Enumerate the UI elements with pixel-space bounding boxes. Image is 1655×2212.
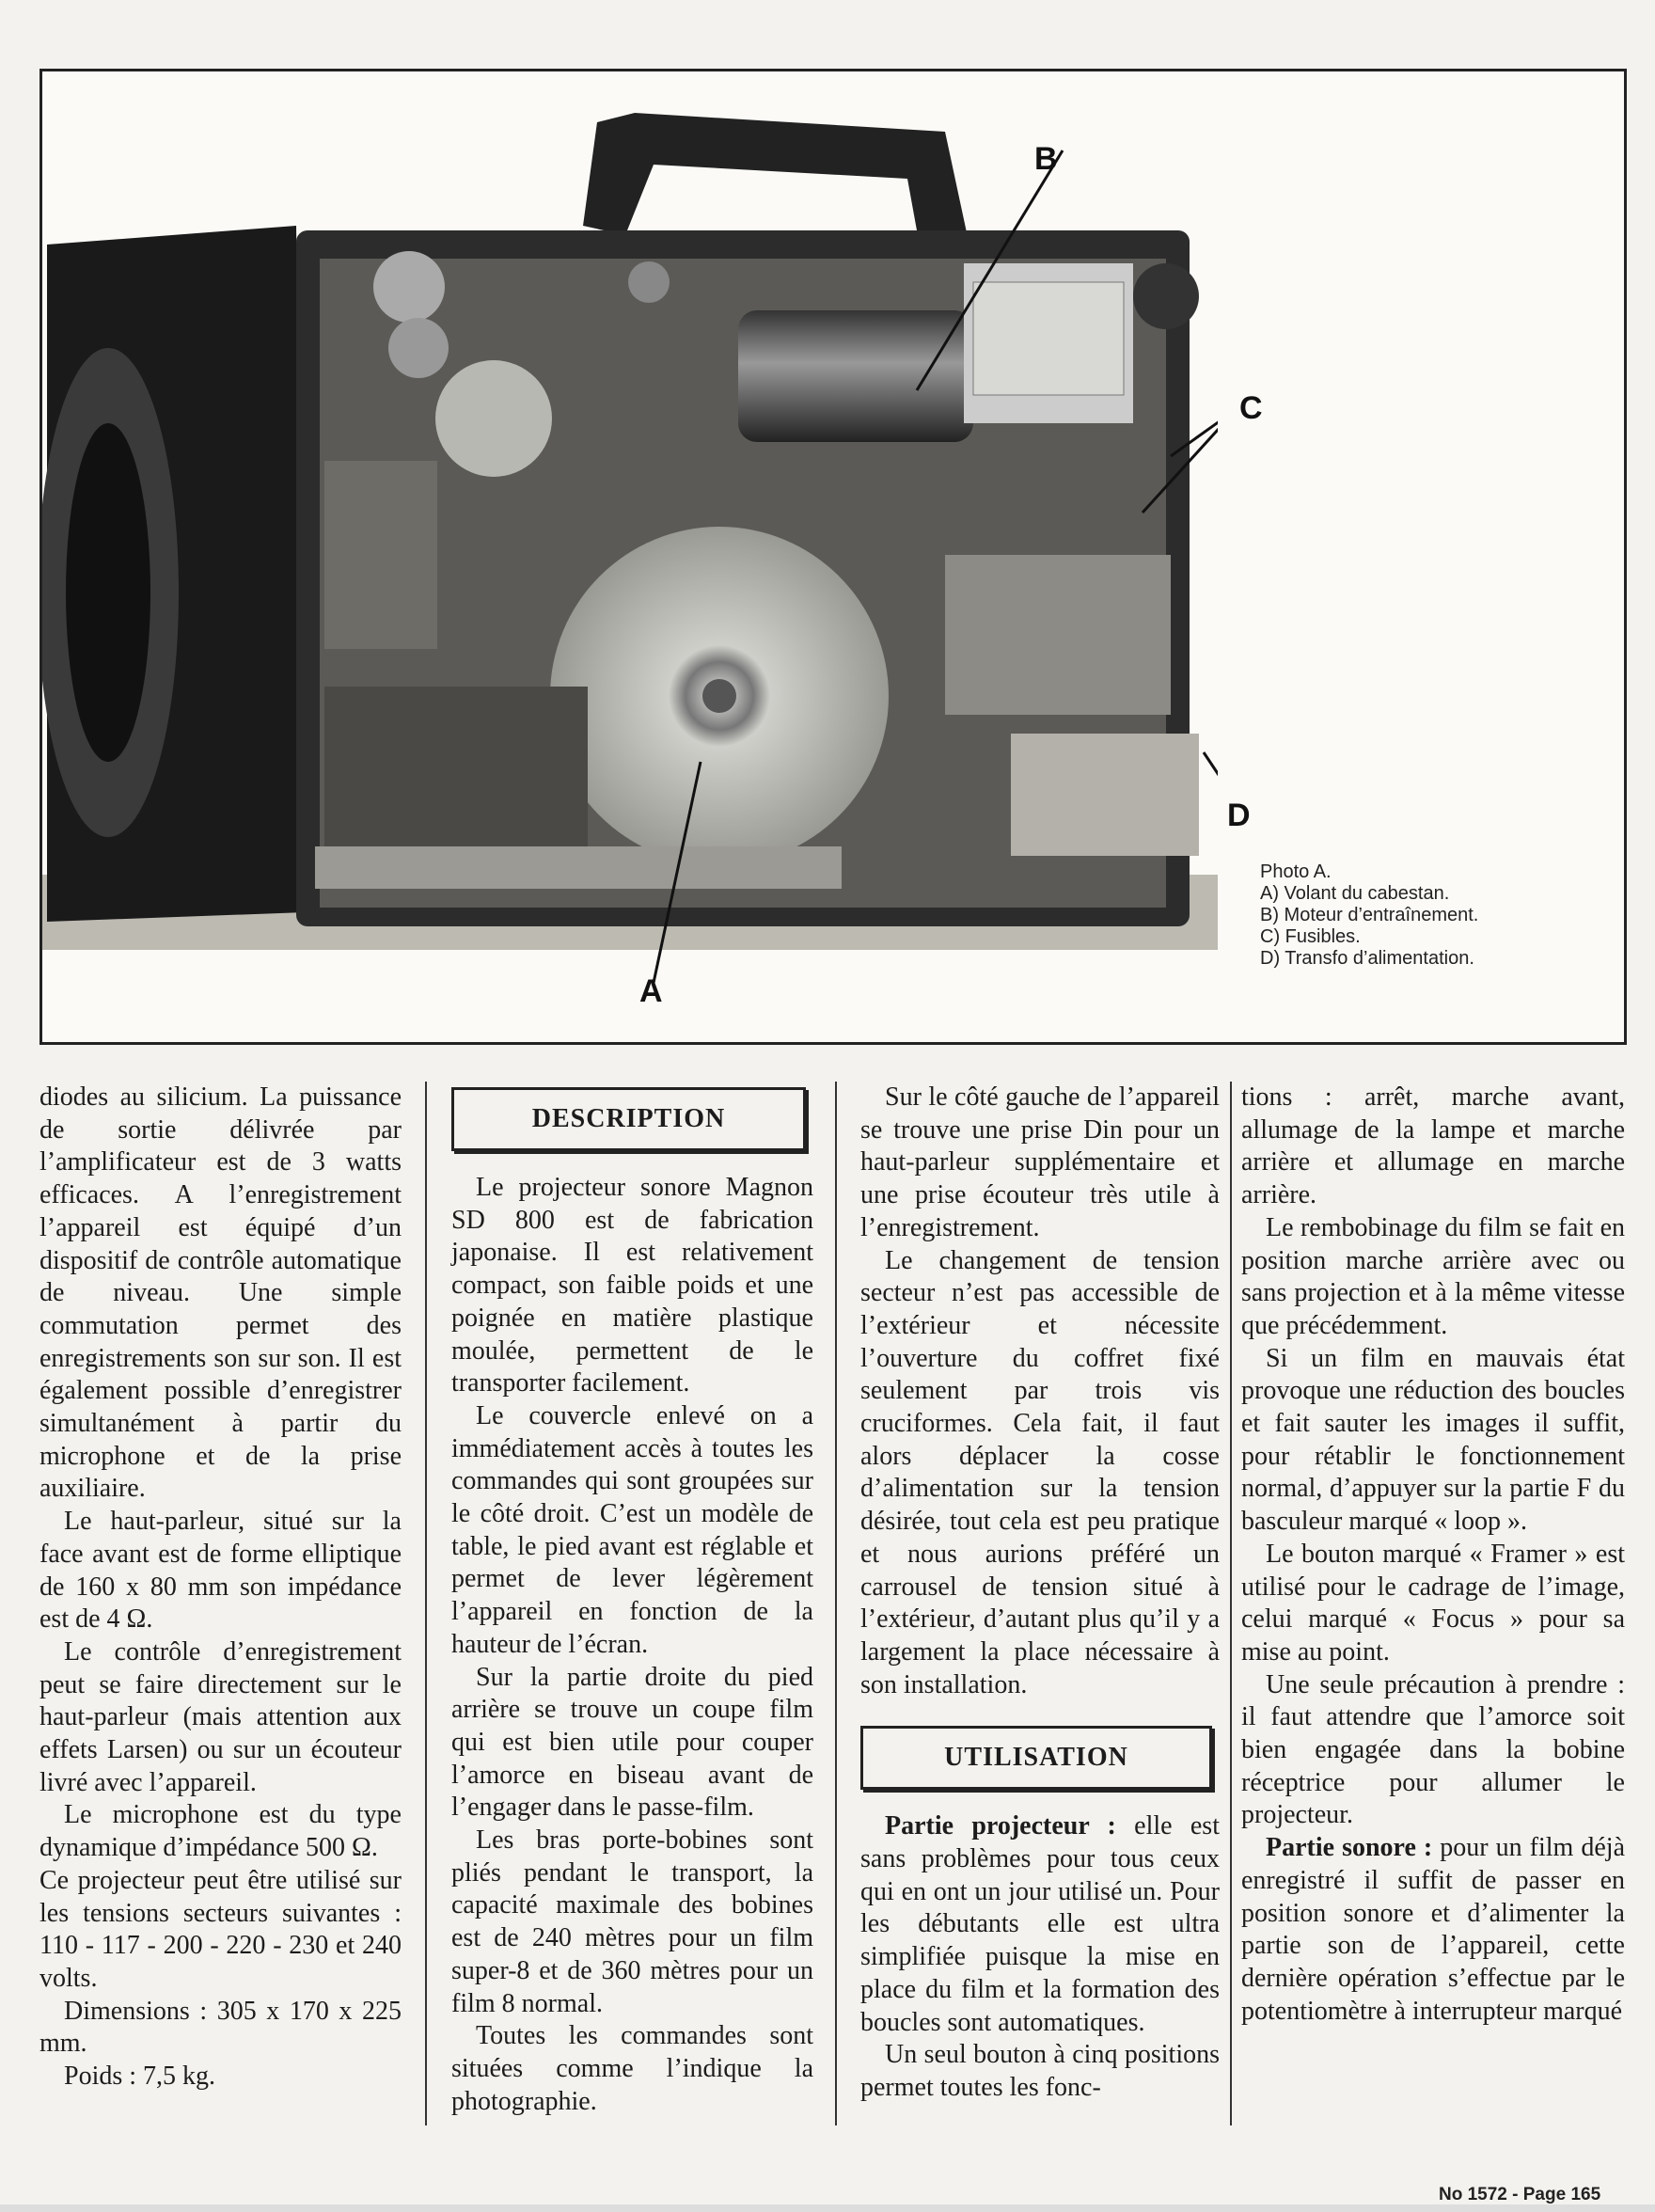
label-b: B — [1034, 141, 1058, 177]
caption-title: Photo A. — [1260, 861, 1332, 882]
paragraph — [860, 1810, 1220, 2039]
paragraph: Une seule précaution à prendre : il faut attendre que l’amorce soit bien engagée dans la bobine réceptrice pour allumer le projecteur. — [1241, 1669, 1625, 1830]
paragraph: Un seul bouton à cinq positions permet toutes les fonc- — [860, 2040, 1220, 2102]
section-heading-utilisation: UTILISATION — [860, 1726, 1212, 1790]
lead-text: elle est sans problèmes pour tous ceux qui en ont un jour utilisé un. Pour les débutants elle est ultra simplifiée puisque la mise en place du film et la formation des boucles sont automatiques. — [860, 1811, 1220, 2037]
paragraph: Le couvercle enlevé on a immédiatement accès à toutes les commandes qui sont groupées sur le côté droit. C’est un modèle de table, le pied avant est réglable et permet de lever légèrement l’appareil en fonction de la hauteur de l’écran. — [451, 1400, 813, 1659]
paragraph: Le rembobinage du film se fait en position marche arrière avec ou sans projection et à la même vitesse que précédemment. — [1241, 1212, 1625, 1340]
paragraph: Si un film en mauvais état provoque une réduction des boucles et fait sauter les images il suffit, pour rétablir le fonctionnement normal, d’appuyer sur la partie F du basculeur marqué « loop ». — [1241, 1343, 1625, 1537]
paragraph: tions : arrêt, marche avant, allumage de la lampe et marche arrière et allumage en marche arrière. — [1241, 1082, 1625, 1210]
page-footer: No 1572 - Page 165 — [1439, 2185, 1601, 2204]
label-c: C — [1239, 390, 1263, 426]
label-d: D — [1227, 798, 1251, 833]
projector-photo — [42, 94, 1218, 1037]
column-divider — [1230, 1082, 1232, 2125]
paragraph: diodes au silicium. La puissance de sortie délivrée par l’amplificateur est de 3 watts efficaces. A l’enregistrement l’appareil est équipé d’un dispositif de contrôle automatique de niveau. Une simple commutation permet des enregistrements son sur son. Il est également possible d’enregistrer simultanément à partir du microphone et de la prise auxiliaire. — [39, 1082, 402, 1504]
paragraph: Le haut-parleur, situé sur la face avant est de forme elliptique de 160 x 80 mm son impédance est de 4 Ω. — [39, 1507, 402, 1635]
caption-line: C) Fusibles. — [1260, 926, 1361, 947]
caption-line: A) Volant du cabestan. — [1260, 883, 1450, 904]
paragraph: Sur le côté gauche de l’appareil se trouve une prise Din pour un haut-parleur supplémentaire et une prise écouteur très utile à l’enregistrement. — [860, 1082, 1220, 1242]
section-heading-description: DESCRIPTION — [451, 1087, 806, 1151]
paragraph: Le bouton marqué « Framer » est utilisé pour le cadrage de l’image, celui marqué « Focus » pour sa mise au point. — [1241, 1539, 1625, 1667]
label-a: A — [639, 973, 663, 1009]
paragraph: Le contrôle d’enregistrement peut se faire directement sur le haut-parleur (mais attention aux effets Larsen) ou sur un écouteur livré avec l’appareil. — [39, 1636, 402, 1797]
lead-bold: Partie sonore : — [1266, 1833, 1433, 1863]
paragraph: Toutes les commandes sont situées comme l’indique la photographie. — [451, 2021, 813, 2116]
photo-caption — [1260, 861, 1478, 970]
paragraph — [1241, 1832, 1625, 2028]
paragraph: Sur la partie droite du pied arrière se trouve un coupe film qui est bien utile pour couper l’amorce en biseau avant de l’engager dans le passe-film. — [451, 1662, 813, 1823]
paragraph: Poids : 7,5 kg. — [64, 2062, 216, 2092]
caption-line: D) Transfo d’alimentation. — [1260, 948, 1474, 969]
column-divider — [835, 1082, 837, 2125]
paragraph: Le microphone est du type dynamique d’impédance 500 Ω. — [39, 1800, 402, 1863]
caption-line: B) Moteur d’entraînement. — [1260, 905, 1479, 925]
paragraph: Les bras porte-bobines sont pliés pendant le transport, la capacité maximale des bobines est de 240 mètres pour un film super-8 et de 360 mètres pour un film 8 normal. — [451, 1825, 813, 2018]
lead-bold: Partie projecteur : — [885, 1811, 1116, 1841]
page-edge — [0, 2204, 1655, 2212]
paragraph: Dimensions : 305 x 170 x 225 mm. — [39, 1996, 402, 2059]
column-4 — [1241, 1082, 1625, 2028]
column-2 — [451, 1082, 813, 2118]
column-divider — [425, 1082, 427, 2125]
paragraph: Ce projecteur peut être utilisé sur les tensions secteurs suivantes : 110 - 117 - 200 - 220 - 230 et 240 volts. — [39, 1865, 402, 1993]
paragraph: Le changement de tension secteur n’est pas accessible de l’extérieur et nécessite l’ouverture du coffret fixé seulement par trois vis cruciformes. Cela fait, il faut alors déplacer la cosse d’alimentation sur la tension désirée, tout cela est peu pratique et nous aurions préféré un carrousel de tension situé à l’extérieur, d’autant plus qu’il y a largement la place nécessaire à son installation. — [860, 1245, 1220, 1699]
paragraph: Le projecteur sonore Magnon SD 800 est de fabrication japonaise. Il est relativement compact, son faible poids et une poignée en matière plastique moulée, permettent de le transporter facilement. — [451, 1173, 813, 1398]
column-1 — [39, 1082, 402, 2094]
lead-text: pour un film déjà enregistré il suffit de passer en position sonore et d’alimenter la partie son de l’appareil, cette dernière opération s’effectue par le potentiomètre à interrupteur marqué — [1241, 1833, 1625, 2026]
column-3 — [860, 1082, 1220, 2105]
